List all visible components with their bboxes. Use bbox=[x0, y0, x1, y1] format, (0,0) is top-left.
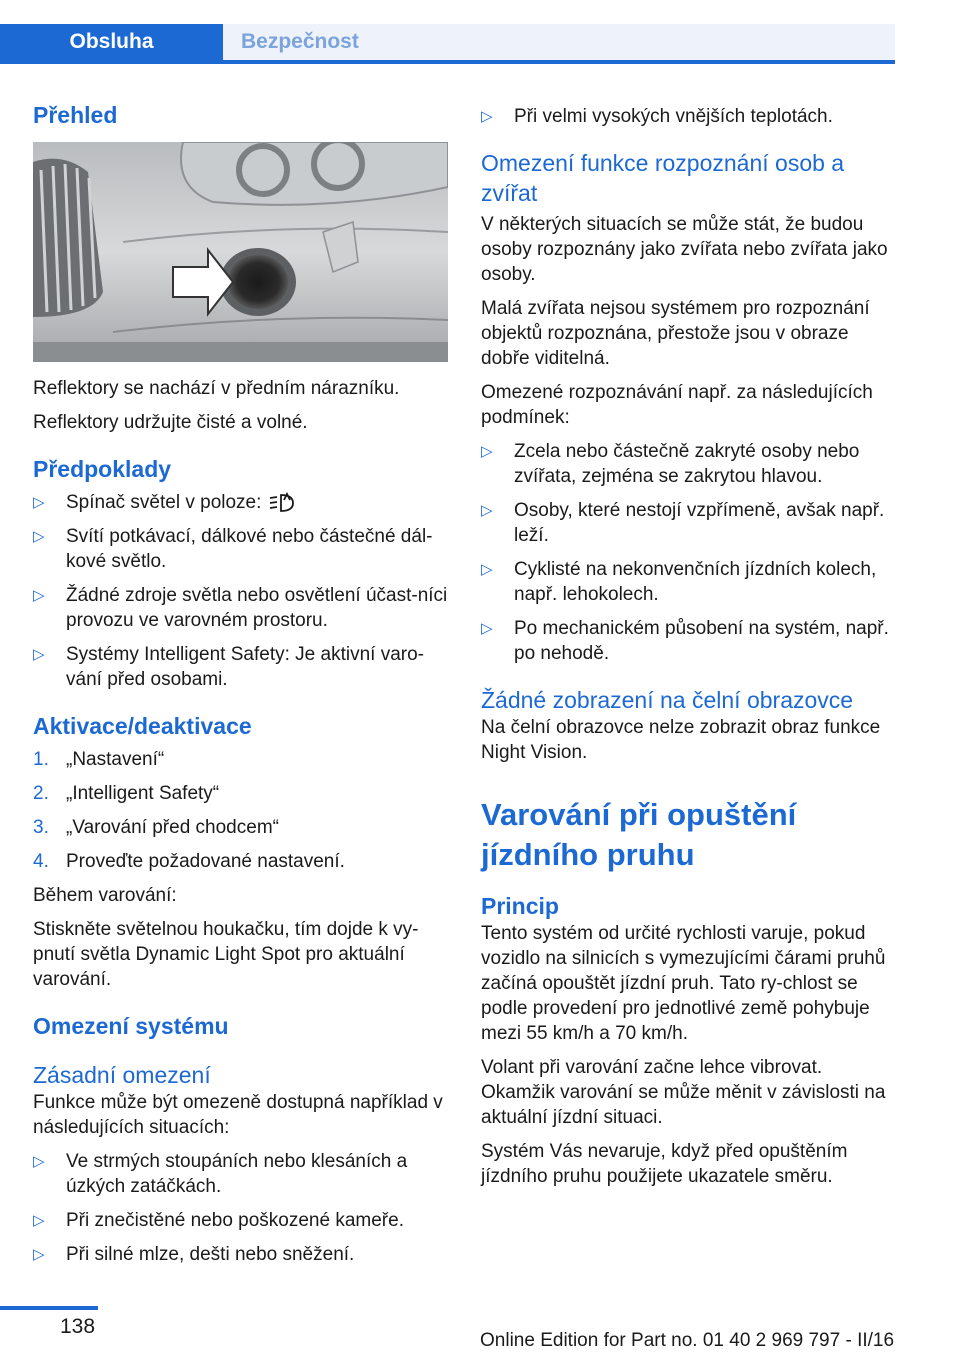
list-item: ▷ Ve strmých stoupáních nebo klesáních a úzkých zatáčkách. bbox=[33, 1151, 408, 1197]
no-display-text: Na čelní obrazovce nelze zobrazit obraz funkce Night Vision. bbox=[481, 717, 881, 763]
principle-heading: Princip bbox=[481, 893, 559, 919]
limits-heading: Omezení systému bbox=[33, 1013, 229, 1039]
triangle-bullet-icon: ▷ bbox=[33, 1212, 45, 1229]
tab-bezpecnost[interactable]: Bezpečnost bbox=[223, 24, 895, 60]
overview-heading: Přehled bbox=[33, 102, 118, 128]
principle-paragraph: Volant při varování začne lehce vibrovat. Okamžik varování se může měnit v závislosti na aktuální jízdní situaci. bbox=[481, 1057, 886, 1128]
figure-caption-2: Reflektory udržujte čisté a volné. bbox=[33, 412, 308, 433]
recognition-paragraph: Malá zvířata nejsou systémem pro rozpoznání objektů rozpoznána, přestože jsou v obraze dobře viditelná. bbox=[481, 298, 870, 369]
list-item: 3. „Varování před chodcem“ bbox=[33, 817, 279, 838]
list-item: ▷ Cyklisté na nekonvenčních jízdních kolech, např. lehokolech. bbox=[481, 559, 877, 605]
page-number: 138 bbox=[60, 1315, 96, 1338]
continued-list bbox=[481, 104, 896, 129]
triangle-bullet-icon: ▷ bbox=[481, 502, 493, 519]
list-item: ▷ Po mechanickém působení na systém, např. po nehodě. bbox=[481, 618, 889, 664]
basic-limits-text: Funkce může být omezeně dostupná například v následujících situacích: bbox=[33, 1092, 443, 1138]
list-item: ▷ Žádné zdroje světla nebo osvětlení účast-níci provozu ve varovném prostoru. bbox=[33, 585, 448, 631]
triangle-bullet-icon: ▷ bbox=[33, 587, 45, 604]
during-warning-text: Stiskněte světelnou houkačku, tím dojde k vy-pnutí světla Dynamic Light Spot pro aktuální varování. bbox=[33, 919, 419, 990]
list-item: ▷ Osoby, které nestojí vzpřímeně, avšak např. leží. bbox=[481, 500, 885, 546]
recognition-paragraph: V některých situacích se může stát, že budou osoby rozpoznány jako zvířata nebo zvířata jako osoby. bbox=[481, 214, 888, 285]
lane-warning-title: Varování při opuštění jízdního pruhu bbox=[481, 797, 797, 872]
triangle-bullet-icon: ▷ bbox=[33, 646, 45, 663]
list-item: ▷ Při silné mlze, dešti nebo sněžení. bbox=[33, 1244, 355, 1265]
tab-underline bbox=[0, 60, 895, 64]
headlight-figure bbox=[33, 142, 448, 362]
tab-obsluha[interactable]: Obsluha bbox=[0, 24, 223, 60]
triangle-bullet-icon: ▷ bbox=[481, 108, 493, 125]
triangle-bullet-icon: ▷ bbox=[481, 561, 493, 578]
no-display-heading: Žádné zobrazení na čelní obrazovce bbox=[481, 687, 854, 713]
triangle-bullet-icon: ▷ bbox=[33, 1153, 45, 1170]
right-column bbox=[481, 100, 896, 1189]
principle-paragraph: Tento systém od určité rychlosti varuje, pokud vozidlo na silnicích s vymezujícími čárami pruhů začíná opouštět jízdní pruh. Tato ry-chlost se podle provedení pro jednotlivé země pohybuje mezi 55 km/h a 70 km/h. bbox=[481, 923, 886, 1044]
triangle-bullet-icon: ▷ bbox=[33, 1246, 45, 1263]
activation-steps bbox=[33, 747, 448, 874]
list-item: ▷ Svítí potkávací, dálkové nebo částečné dál-kové světlo. bbox=[33, 526, 433, 572]
triangle-bullet-icon: ▷ bbox=[33, 528, 45, 545]
basic-limits-heading: Zásadní omezení bbox=[33, 1062, 211, 1088]
list-item: 1. „Nastavení“ bbox=[33, 749, 165, 770]
list-item: ▷ Spínač světel v poloze: bbox=[33, 490, 448, 515]
auto-headlight-icon bbox=[269, 492, 299, 514]
basic-limits-list bbox=[33, 1149, 448, 1267]
list-item: ▷ Systémy Intelligent Safety: Je aktivní varo-vání před osobami. bbox=[33, 644, 424, 690]
edition-line: Online Edition for Part no. 01 40 2 969 797 - II/16 bbox=[480, 1330, 895, 1351]
list-item: ▷ Při velmi vysokých vnějších teplotách. bbox=[481, 106, 833, 127]
list-item: ▷ Při znečistěné nebo poškozené kameře. bbox=[33, 1210, 404, 1231]
list-item: ▷ Zcela nebo částečně zakryté osoby nebo zvířata, zejména se zakrytou hlavou. bbox=[481, 441, 860, 487]
triangle-bullet-icon: ▷ bbox=[481, 620, 493, 637]
principle-paragraph: Systém Vás nevaruje, když před opuštěním jízdního pruhu použijete ukazatele směru. bbox=[481, 1141, 848, 1187]
list-item: 4. Proveďte požadované nastavení. bbox=[33, 851, 345, 872]
list-item: 2. „Intelligent Safety“ bbox=[33, 783, 220, 804]
footer-rule bbox=[0, 1306, 98, 1310]
triangle-bullet-icon: ▷ bbox=[33, 494, 45, 511]
left-column bbox=[33, 100, 448, 1267]
section-tabs bbox=[0, 24, 895, 64]
recognition-paragraph: Omezené rozpoznávání např. za následujících podmínek: bbox=[481, 382, 873, 428]
recognition-list bbox=[481, 439, 896, 666]
activation-heading: Aktivace/deaktivace bbox=[33, 713, 252, 739]
during-warning-label: Během varování: bbox=[33, 885, 177, 906]
prereq-heading: Předpoklady bbox=[33, 456, 172, 482]
triangle-bullet-icon: ▷ bbox=[481, 443, 493, 460]
prereq-list bbox=[33, 490, 448, 692]
recognition-heading: Omezení funkce rozpoznání osob a zvířat bbox=[481, 150, 845, 206]
figure-caption-1: Reflektory se nachází v předním nárazníku. bbox=[33, 378, 400, 399]
